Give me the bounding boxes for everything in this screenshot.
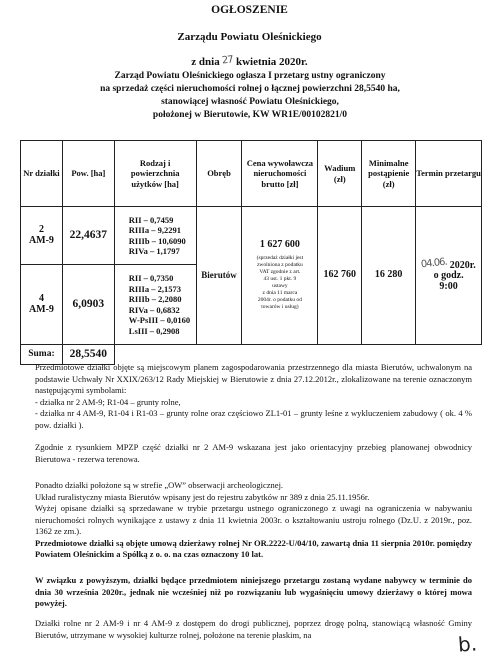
land-use-item: RIVa – 1,1797: [128, 246, 180, 256]
page-mark-handwritten: b.: [457, 631, 478, 657]
sum-value: 28,5540: [62, 345, 114, 365]
sum-label: Suma:: [21, 345, 63, 365]
intro-line: położonej w Bierutowie, KW WR1E/00102821/0: [152, 110, 348, 120]
header-rodzaj: Rodzaj i powierzchnia użytków [ha]: [114, 141, 196, 207]
paragraph-text: Przedmiotowe działki objęte są miejscowym planem zagospodarowania przestrzennego dla miasta Bierutów, uchwalonym na podstawie Uchwały Nr XXIX/263/12 Rady Miejskiej w Bierutowie z dnia 27.12.2012r., zlokalizowane na terenie oznaczonym następującymi symbolami:: [35, 362, 472, 395]
header-termin: Termin przetargu: [416, 141, 482, 207]
intro-paragraph: [70, 70, 430, 122]
mpzp-paragraph: Zgodnie z rysunkiem MPZP część działki nr 2 AM-9 wskazana jest jako orientacyjny przebieg planowanej obwodnicy Bierutowa - rezerwa terenowa.: [35, 442, 472, 464]
document-date: [0, 55, 499, 68]
auction-date-cell: [416, 207, 482, 345]
list-item: - działka nr 4 AM-9, R1-04 i R1-03 – grunty rolne oraz częściowo ZL1-01 – grunty leśne z wykluczeniem zabudowy ( ok. 4 % pow. działki ).: [35, 408, 472, 430]
handover-paragraph: W związku z powyższym, działki będące przedmiotem niniejszego przetargu zostaną wydane nabywcy w terminie do dnia 30 września 2020r., jednak nie wcześniej niż po rozwiązaniu lub wygaśnięciu umowy dzierżawy o której mowa powyżej.: [35, 575, 472, 608]
parcel-map-sheet: AM-9: [28, 303, 54, 315]
vat-note-line: ustawy: [272, 282, 288, 289]
header-obreb: Obręb: [196, 141, 242, 207]
access-paragraph: Działki rolne nr 2 AM-9 i nr 4 AM-9 z dostępem do drogi publicznej, poprzez drogę polną, stanowiącą własność Gminy Bierutów, utrzymane w wysokiej kulturze rolnej, położone na terenie płaskim, na: [35, 618, 472, 640]
parcel-number: [21, 265, 63, 345]
paragraph-line: Układ ruralistyczny miasta Bierutów wpisany jest do rejestru zabytków nr 389 z dnia 25.11.1956r.: [35, 491, 370, 502]
land-use-item: RII – 0,7459: [128, 214, 174, 225]
land-use-item: RII – 0,7350: [128, 273, 174, 283]
vat-note: [242, 255, 317, 311]
header-postapienie: Minimalne postąpienie (zł): [362, 141, 416, 207]
plan-paragraph: [35, 362, 472, 431]
date-handwritten-day: 27: [221, 54, 234, 67]
parcel-map-sheet: AM-9: [28, 234, 54, 246]
vat-note-line: towarów i usług): [261, 303, 299, 310]
vat-note-line: VAT zgodnie z art.: [259, 268, 301, 275]
vat-note-line: zwolniona z podatku: [256, 261, 303, 268]
price-cell: [242, 207, 318, 345]
intro-line: Zarząd Powiatu Oleśnickiego ogłasza I przetarg ustny ograniczony: [114, 71, 386, 81]
land-use-item: RIIIa – 2,1573: [128, 283, 181, 294]
land-use-item: LsIII – 0,2908: [128, 325, 180, 336]
table-row: [21, 207, 482, 265]
auction-year: 2020r.: [449, 259, 476, 271]
parcel-area: 22,4637: [62, 207, 114, 265]
district-cell: Bierutów: [196, 207, 242, 345]
document-subtitle: Zarządu Powiatu Oleśnickiego: [177, 31, 322, 43]
date-suffix: kwietnia 2020r.: [235, 56, 308, 68]
lease-paragraph: Przedmiotowe działki są objęte umową dzierżawy rolnej Nr OR.2222-U/04/10, zawartą dnia 11 sierpnia 2010r. pomiędzy Powiatem Oleśnickim a Spółką z o. o. na czas oznaczony 10 lat.: [35, 537, 472, 559]
land-use-list: [114, 207, 196, 265]
land-use-list: [114, 265, 196, 345]
vat-note-line: (sprzedaż działki jest: [256, 254, 304, 261]
document-title: OGŁOSZENIE: [211, 4, 288, 16]
deposit-cell: 162 760: [318, 207, 362, 345]
land-use-item: RIVa – 0,6832: [128, 304, 180, 315]
archaeology-paragraph: [35, 480, 472, 561]
parcel-number: [21, 207, 63, 265]
header-cena: Cena wywoławcza nieruchomości brutto [zł]: [242, 141, 318, 207]
vat-note-line: 2004r. o podatku od: [257, 296, 302, 303]
land-use-item: W-PsIII – 0,0160: [128, 315, 191, 325]
parcel-nr: 4: [38, 293, 44, 304]
vat-note-line: z dnia 11 marca: [262, 289, 298, 296]
land-use-item: RIIIb – 2,2080: [128, 294, 182, 304]
auction-time-label: o godz.: [433, 270, 464, 282]
parcel-nr: 2: [38, 224, 44, 235]
header-nr: Nr działki: [21, 141, 63, 207]
parcel-area: 6,0903: [62, 265, 114, 345]
date-prefix: z dnia: [191, 56, 220, 68]
header-pow: Pow. [ha]: [62, 141, 114, 207]
min-increment-cell: 16 280: [362, 207, 416, 345]
intro-line: stanowiącej własność Powiatu Oleśnickiego,: [161, 97, 339, 107]
intro-line: na sprzedaż części nieruchomości rolnej o łącznej powierzchni 28,5540 ha,: [100, 84, 400, 94]
property-table: [20, 140, 482, 365]
land-use-item: RIIIb – 10,6090: [128, 235, 186, 246]
price-value: 1 627 600: [259, 239, 300, 251]
header-wadium: Wadium (zł): [318, 141, 362, 207]
auction-date-handwritten: 04.06.: [420, 256, 448, 271]
paragraph-text: Wyżej opisane działki są sprzedawane w trybie przetargu ustnego ograniczonego z uwagi na ograniczenia w nabywaniu nieruchomości rolnych wynikające z ustawy z dnia 11 kwietnia 2003r. o kształtowaniu ustroju rolnego (Dz.U. z 2019r., poz. 1362 ze zm.).: [35, 503, 472, 536]
paragraph-line: Ponadto działki położone są w strefie „OW” obserwacji archeologicznej.: [35, 480, 284, 490]
vat-note-line: 43 ust. 1 pkt. 9: [263, 275, 297, 282]
table-header-row: [21, 141, 482, 207]
auction-time: 9:00: [439, 280, 458, 292]
list-item: - działka nr 2 AM-9; R1-04 – grunty rolne,: [35, 396, 181, 407]
land-use-item: RIIIa – 9,2291: [128, 225, 181, 235]
